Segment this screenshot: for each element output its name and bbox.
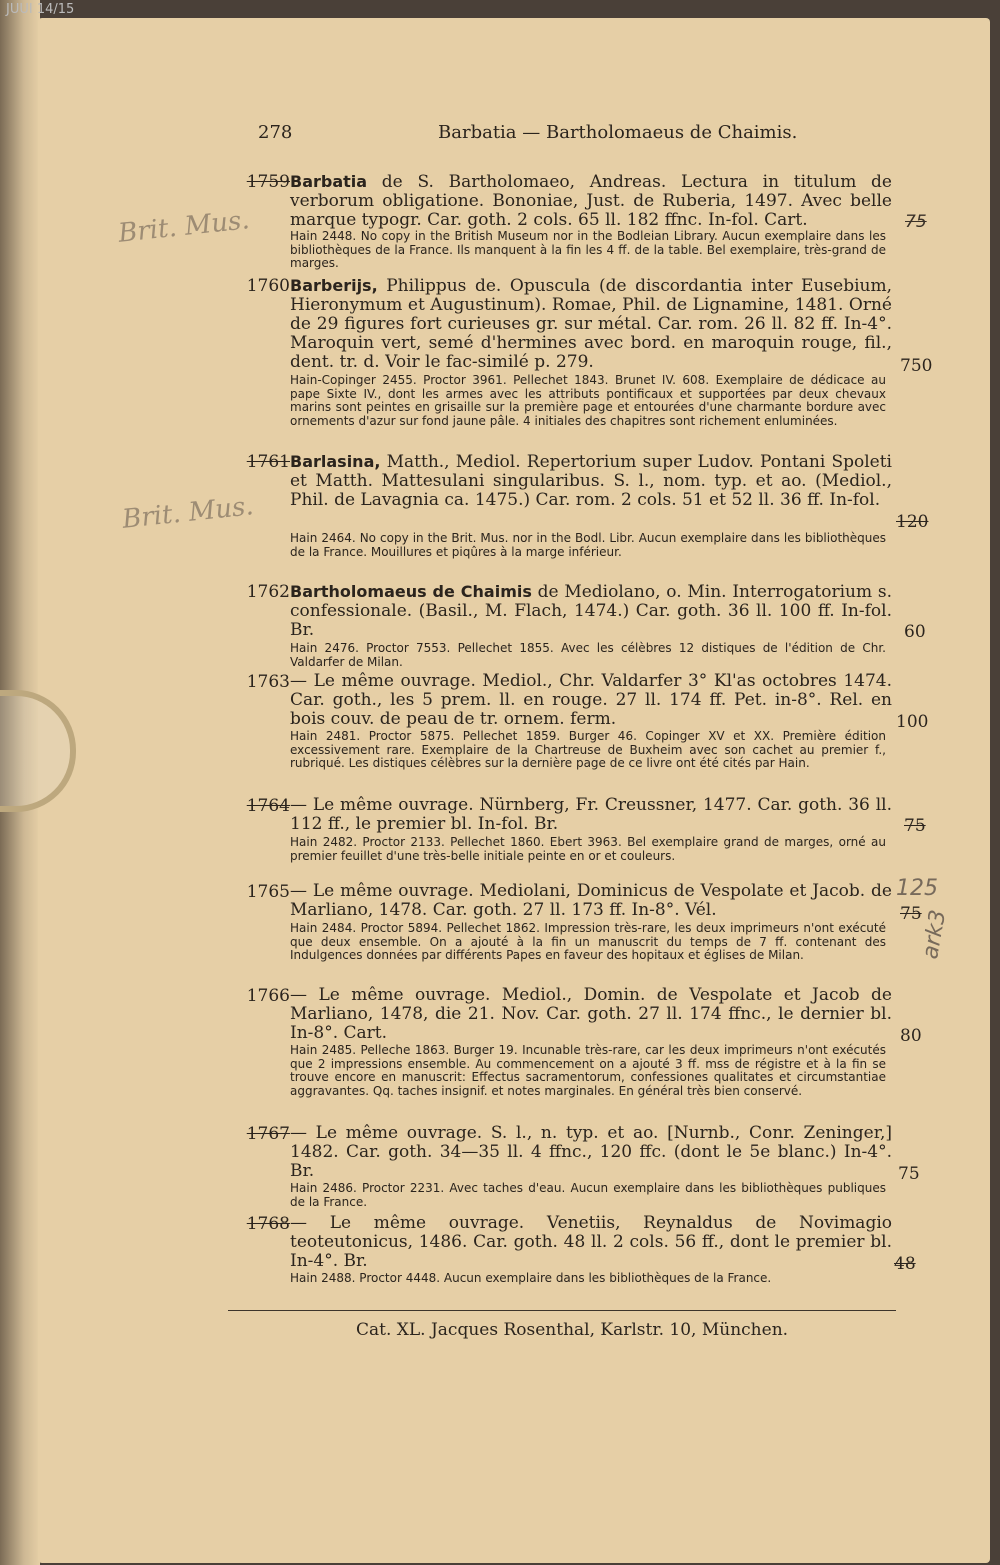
price: 75 (900, 904, 922, 924)
entry-heading: Barbatia (290, 172, 368, 191)
entry-note: Hain 2485. Pelleche 1863. Burger 19. Incunable très-rare, car les deux imprimeurs n'ont exécutés que 2 impressions ensemble. Au commencement on a ajouté 3 ff. mss de régistre et à la fin se trouve encore en manuscrit: Effectus sacramentorum, confessiones qualitates et circumstantiae aggravantes. Qq. taches insignif. et notes marginales. En général très bien conservé. (290, 1043, 886, 1098)
entry-body: — Le même ouvrage. Nürnberg, Fr. Creussner, 1477. Car. goth. 36 ll. 112 ff., le premier bl. In-fol. Br. (290, 795, 892, 834)
entry-text (290, 452, 892, 510)
entry-number: 1765 (246, 882, 290, 902)
entry-text (290, 796, 892, 834)
entry-text (290, 172, 892, 230)
entry-text (290, 986, 892, 1043)
entry-number: 1762 (246, 582, 290, 602)
footer: Cat. XL. Jacques Rosenthal, Karlstr. 10, München. (356, 1320, 789, 1340)
price: 80 (900, 1026, 922, 1046)
entry-note: Hain 2476. Proctor 7553. Pellechet 1855. Avec les célèbres 12 distiques de l'édition de Chr. Valdarfer de Milan. (290, 641, 886, 669)
entry-number: 1760 (246, 276, 290, 296)
entry-body: — Le même ouvrage. Mediol., Domin. de Vespolate et Jacob de Marliano, 1478, die 21. Nov. Car. goth. 27 ll. 174 ffnc., le dernier bl. In-8°. Cart. (290, 985, 892, 1043)
entry-body: Matth., Mediol. Repertorium super Ludov. Pontani Spoleti et Matth. Mattesulani singularibus. S. l., nom. typ. et ao. (Mediol., Phil. de Lavagnia ca. 1475.) Car. rom. 2 cols. 51 et 52 ll. 36 ff. In-fol. (290, 452, 892, 510)
price: 48 (894, 1254, 916, 1274)
entry-note: Hain 2488. Proctor 4448. Aucun exemplaire dans les bibliothèques de la France. (290, 1271, 772, 1285)
price: 75 (905, 212, 927, 232)
entry-text (290, 1124, 892, 1181)
entry-note: Hain 2481. Proctor 5875. Pellechet 1859. Burger 46. Copinger XV et XX. Première édition excessivement rare. Exemplaire de la Chartreuse de Buxheim avec son cachet au premier f., rubriqué. Les distiques célèbres sur la dernière page de ce livre ont été cités par Hain. (290, 729, 886, 770)
entry-number: 1766 (246, 986, 290, 1006)
page-number: 278 (258, 122, 293, 143)
entry-body: Philippus de. Opuscula (de discordantia inter Eusebium, Hieronymum et Augustinum). Romae, Phil. de Lignamine, 1481. Orné de 29 figures fort curieuses gr. sur métal. Car. rom. 26 ll. 82 ff. In-4°. Maroquin vert, semé d'hermines avec bord. en maroquin rouge, fil., dent. tr. d. Voir le fac-similé p. 279. (290, 276, 892, 372)
price: 100 (896, 712, 929, 732)
entry-text (290, 1214, 892, 1271)
pencil-note: 125 (896, 876, 938, 901)
entry-number: 1759 (246, 172, 290, 192)
entry-number: 1761 (246, 452, 290, 472)
entry-body: de S. Bartholomaeo, Andreas. Lectura in titulum de verborum obligatione. Bononiae, Just. de Ruberia, 1497. Avec belle marque typogr. Car. goth. 2 cols. 65 ll. 182 ffnc. In-fol. Cart. (290, 172, 892, 230)
price: 75 (898, 1164, 920, 1184)
entry-note: Hain 2448. No copy in the British Museum nor in the Bodleian Library. Aucun exemplaire dans les bibliothèques de la France. Ils manquent à la fin les 4 ff. de la table. Bel exemplaire, très-grand de marges. (290, 229, 886, 270)
pencil-note: ark3 (918, 908, 952, 961)
entry-note: Hain 2484. Proctor 5894. Pellechet 1862. Impression très-rare, les deux imprimeurs n'ont exécuté que deux ensemble. On a ajouté à la fin un manuscrit du temps de 7 ff. contenant des Indulgences données par différents Papes en faveur des hopitaux et églises de Milan. (290, 921, 886, 962)
entry-body: — Le même ouvrage. S. l., n. typ. et ao. [Nurnb., Conr. Zeninger,] 1482. Car. goth. 34—35 ll. 4 ffnc., 120 ffc. (dont le 5e blanc.) In-4°. Br. (290, 1123, 892, 1181)
running-title: Barbatia — Bartholomaeus de Chaimis. (438, 122, 798, 143)
price: 60 (904, 622, 926, 642)
entry-number: 1764 (246, 796, 290, 816)
entry-text (290, 672, 892, 729)
entry-body: — Le même ouvrage. Mediol., Chr. Valdarfer 3° Kl'as octobres 1474. Car. goth., les 5 prem. ll. en rouge. 27 ll. 174 ff. Pet. in-8°. Rel. en bois couv. de peau de tr. ornem. ferm. (290, 671, 892, 729)
margin-note: Brit. Mus. (116, 205, 252, 249)
entry-number: 1767 (246, 1124, 290, 1144)
entry-note: Hain 2482. Proctor 2133. Pellechet 1860. Ebert 3963. Bel exemplaire grand de marges, orné au premier feuillet d'une très-belle initiale peinte en or et couleurs. (290, 835, 886, 863)
entry-text (290, 582, 892, 640)
entry-body: — Le même ouvrage. Mediolani, Dominicus de Vespolate et Jacob. de Marliano, 1478. Car. goth. 27 ll. 173 ff. In-8°. Vél. (290, 881, 892, 920)
entry-note: Hain-Copinger 2455. Proctor 3961. Pellechet 1843. Brunet IV. 608. Exemplaire de dédicace au pape Sixte IV., dont les armes avec les attributs pontificaux et supportées par deux chevaux marins sont peintes en grisaille sur la première page et entourées d'une charmante bordure avec ornements d'azur sur fond jaune pâle. 4 initiales des chapitres sont richement enluminées. (290, 373, 886, 428)
page-header (258, 122, 898, 148)
top-stub: JUUI 14/15 (6, 2, 75, 17)
entry-body: de Mediolano, o. Min. Interrogatorium s. confessionale. (Basil., M. Flach, 1474.) Car. goth. 36 ll. 100 ff. In-fol. Br. (290, 582, 892, 640)
price: 75 (904, 816, 926, 836)
entry-number: 1768 (246, 1214, 290, 1234)
entry-text (290, 882, 892, 920)
entry-heading: Barberijs, (290, 276, 378, 295)
entry-number: 1763 (246, 672, 290, 692)
entry-heading: Bartholomaeus de Chaimis (290, 582, 532, 601)
margin-note: Brit. Mus. (120, 491, 256, 535)
entry-note: Hain 2486. Proctor 2231. Avec taches d'eau. Aucun exemplaire dans les bibliothèques publiques de la France. (290, 1181, 886, 1209)
entry-body: — Le même ouvrage. Venetiis, Reynaldus de Novimagio teoteutonicus, 1486. Car. goth. 48 ll. 2 cols. 56 ff., dont le premier bl. In-4°. Br. (290, 1213, 892, 1271)
price: 750 (900, 356, 933, 376)
entry-note: Hain 2464. No copy in the Brit. Mus. nor in the Bodl. Libr. Aucun exemplaire dans les bibliothèques de la France. Mouillures et piqûres à la marge inférieur. (290, 531, 886, 559)
entry-heading: Barlasina, (290, 452, 381, 471)
price: 120 (896, 512, 929, 532)
entry-text (290, 276, 892, 372)
footer-rule (228, 1310, 896, 1311)
